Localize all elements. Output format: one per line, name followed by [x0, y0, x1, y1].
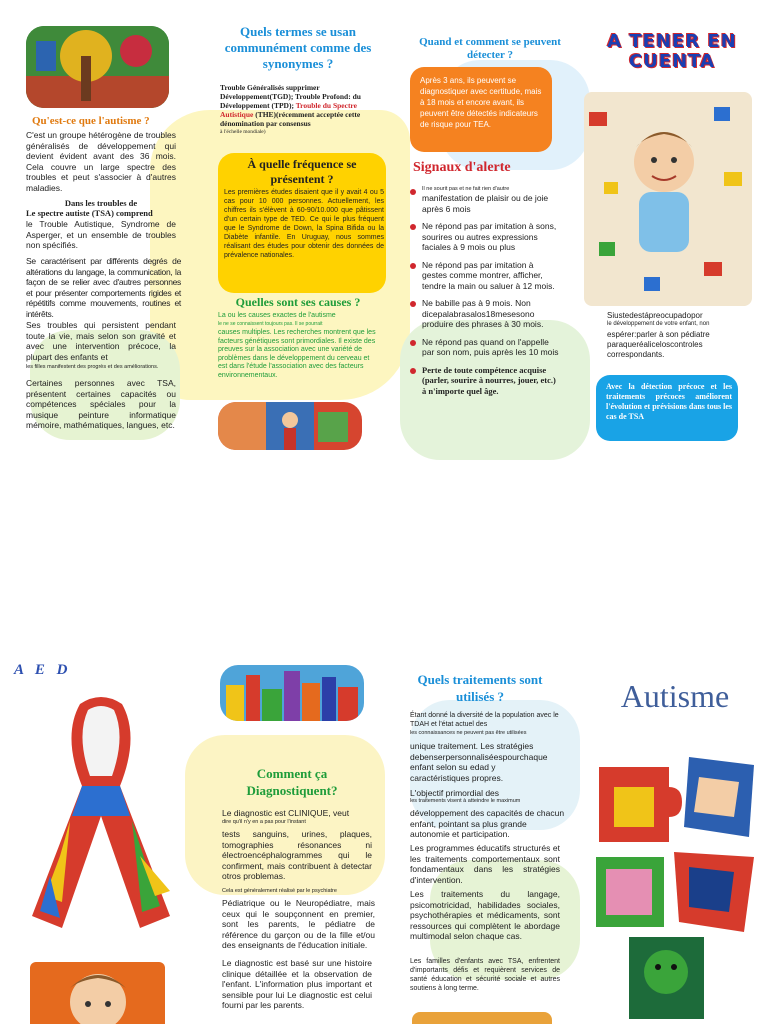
- puzzle-faces-image: [594, 757, 764, 1024]
- diagnosis-p1-small: dire qu'il n'y en a pas pour l'instant: [222, 819, 306, 825]
- caption-line2: le développement de votre enfant, non: [607, 321, 710, 327]
- warning-sign-item: [410, 298, 560, 330]
- section-heading-detection: Quand et comment se peuvent détecter ?: [419, 36, 561, 61]
- diagnosis-p3: Le diagnostic est basé sur une histoire clinique détaillée et la observation de l'enfant. L'information plus important et sensible pour lui Le diagnostic est celui fourni par les parents.: [222, 958, 372, 1010]
- puzzle-ribbon-image: [20, 696, 182, 930]
- warning-sign-item: [410, 365, 560, 397]
- section-heading-causes: Quelles sont ses causes ?: [235, 295, 361, 309]
- treatments-p1: Étant donné la diversité de la population avec le TDAH et l'état actuel des: [410, 712, 559, 728]
- causes-line1: La ou les causes exactes de l'autisme: [218, 312, 336, 319]
- early-detection-text: Avec la détection précoce et les traitements précoces améliorent l'évolution et prévisions dans tous les cas de TSA: [606, 382, 733, 421]
- abilities-paragraph: Certaines personnes avec TSA, présentent certaines capacités ou compétences spéciales pour la musique peinture informatique mémoire, mathématiques, langues, etc.: [26, 378, 176, 430]
- section-heading-warning-signs: Signaux d'alerte: [413, 160, 511, 175]
- causes-line2: le ne se connaissent toujours pas. Il se pourrait: [218, 321, 323, 327]
- title-a-tener-en-cuenta: A TENER EN CUENTA: [607, 31, 737, 72]
- synonyms-tgd: Trouble Généralisés supprimer Développement(TGD); Trouble Profond: du Développement (TPD);: [220, 83, 361, 110]
- tsa-body: le Trouble Autistique, Syndrome de Asperger, et un ensemble de troubles non spécifiés.: [26, 219, 176, 250]
- treatments-p2-small: les traitements visent à atteindre le maximum: [410, 798, 521, 804]
- section-heading-what-is-autism: Qu'est-ce que l'autisme ?: [32, 115, 150, 127]
- painting-image-city: [220, 665, 364, 721]
- painting-image-tree: [26, 26, 169, 108]
- section-heading-treatments: Quels traitements sont utilisés ?: [417, 672, 543, 704]
- synonyms-the: (THE)(récemment acceptée cette dénomination par consensus: [220, 110, 361, 128]
- treatments-p5: Les familles d'enfants avec TSA, enfrentent d'importants défis et requièrent services de santé éducation et sécurité sociale et autres soutiens à long terme.: [410, 958, 560, 992]
- tsa-heading: [26, 198, 176, 218]
- warning-sign-text: Ne babille pas à 9 mois. Non dicepalabrasalos18mesesono produire des phrases à 30 mois.: [422, 298, 544, 329]
- painting-image-bottom: [412, 1012, 552, 1024]
- detection-body: Après 3 ans, ils peuvent se diagnostiquer avec certitude, mais à 18 mois et encore avant, ils peuvent être détectés indicateurs de risque pour TEA.: [420, 76, 542, 129]
- diagnosis-p1: Le diagnostic est CLINIQUE, veut: [222, 808, 350, 818]
- causes-body: causes multiples. Les recherches montrent que les facteurs génétiques sont primordiales. Il existe des preuves sur la association avec une variété de problèmes dans le développement du cerveau et est dans l'étude l'association avec des facteurs environnementaux.: [218, 329, 376, 379]
- tsa-heading-line1: Dans les troubles de: [64, 198, 138, 208]
- photo-child-puzzle: [584, 92, 752, 306]
- warning-sign-text: manifestation de plaisir ou de joie après 6 mois: [422, 193, 549, 214]
- treatments-p2-rest: développement des capacités de chacun enfant, pointant sa plus grande autonomie et participation.: [410, 808, 565, 839]
- diagnosis-p1-rest: tests sanguins, urines, plaques, tomographies résonances ni électroencéphalogrammes qui le confirment, mais contribuent à detectar otros problemas.: [222, 829, 372, 881]
- caption-rest: espérer:parler à son pédiatre paraqueréalicelоscontroles correspondants.: [607, 330, 710, 359]
- warning-signs-list: [410, 186, 560, 403]
- treatments-p1-small: les connaissances ne peuvent pas être utilisées: [410, 730, 527, 736]
- warning-sign-text: Perte de toute compétence acquise (parler, sourire à nourres, jouer, etc.) à n'importe quel âge.: [422, 364, 556, 396]
- treatments-p1-rest: unique traitement. Les stratégies debenserpersonnaliséespourchaque enfant selon su edad y caractéristiques propres.: [410, 741, 548, 783]
- warning-sign-item: [410, 337, 560, 358]
- section-heading-synonyms: Quels termes se usan communément comme des synonymes ?: [224, 24, 372, 71]
- characteristics-paragraph: Se caractérisent par différents degrés de altérations du langage, la communication, la façon de se relier avec d'autres personnes et pour présenter comportements rigides et répétitifs comme mouvements, routines et intérêts.: [26, 256, 181, 319]
- aed-logo: A E D: [14, 662, 72, 678]
- warning-sign-text: Ne répond pas par imitation à sons, sourires ou autres expressions faciales à 9 mois ou plus: [422, 221, 557, 252]
- warning-sign-text: Ne répond pas par imitation à gestes comme montrer, afficher, tendre la main ou saluer à 12 mois.: [422, 259, 555, 291]
- warning-sign-item: [410, 186, 560, 214]
- persistence-small-note: les filles manifestent des progrès et des améliorations.: [26, 364, 159, 370]
- frequency-body: Les premières études disaient que il y avait 4 ou 5 cas pour 10 000 personnes. Actuellement, les chiffres ils s'élèvent à 60-90/10.000 que pâtissent d'un certain type de TED. Ce qui le plus fréquent que le Syndrome de Down, la Spina Bifida ou la Diabète infantile. En Uruguay, nous sommes réalisant des études pour obtenir des données de prévalence nationales.: [224, 189, 384, 259]
- warning-sign-small: Il ne sourit pas et ne fait rien d'autre: [422, 186, 510, 192]
- section-heading-frequency: À quelle fréquence se présentent ?: [247, 157, 357, 186]
- treatments-p3: Les programmes éducatifs structurés et les traitements comportementaux sont fondamentaux dans les stratégies d'intervention.: [410, 843, 560, 885]
- diagnosis-p2-small: Cela est généralement réalisé par le psychiatre: [222, 888, 337, 894]
- persistence-paragraph: Ses troubles qui persistent pendant toute la vie, mais selon son gravité et avec une intervention précoce, la plupart des enfants et: [26, 320, 176, 362]
- warning-sign-item: [410, 260, 560, 292]
- diagnosis-p2: Pédiatrique ou le Neuropédiatre, mais ceux qui le soupçonnent en premier, sont les parents, le pédiatre de référence du garçon ou de la fille et/ou des enseignants de l'éducation initiale.: [222, 898, 375, 950]
- intro-paragraph: C'est un groupe hétérogène de troubles généralisés de développement qui devient évident avant des 36 mois. Cela couvre un large spectre des troubles et peut s'associer à d'autres maladies.: [26, 130, 176, 193]
- synonyms-block: [220, 83, 390, 137]
- caption-line1: Siustedestápreocupadopor: [607, 311, 703, 320]
- warning-sign-text: Ne répond pas quand on l'appelle par son nom, puis après les 10 mois: [422, 336, 559, 357]
- cover-title-autisme: Autisme: [620, 678, 730, 714]
- photo-child-bottom: [30, 962, 165, 1024]
- treatments-p4: Les traitements du langage, psicomotricidad, habilidades sociales, psychothérapies et médicaments, sont ressources qui complètent le abordage multimodal selon chaque cas.: [410, 889, 560, 941]
- synonyms-small: à l'échelle mondiale): [220, 129, 266, 135]
- tsa-heading-line2: Le spectre autiste (TSA) comprend: [26, 208, 153, 218]
- synonyms-red: Trouble du Spectre Autistique: [220, 101, 357, 119]
- painting-image-people: [218, 402, 362, 450]
- section-heading-diagnosis: Comment ça Diagnostiquent?: [246, 766, 338, 798]
- warning-sign-item: [410, 221, 560, 253]
- treatments-p2: L'objectif primordial des: [410, 788, 500, 798]
